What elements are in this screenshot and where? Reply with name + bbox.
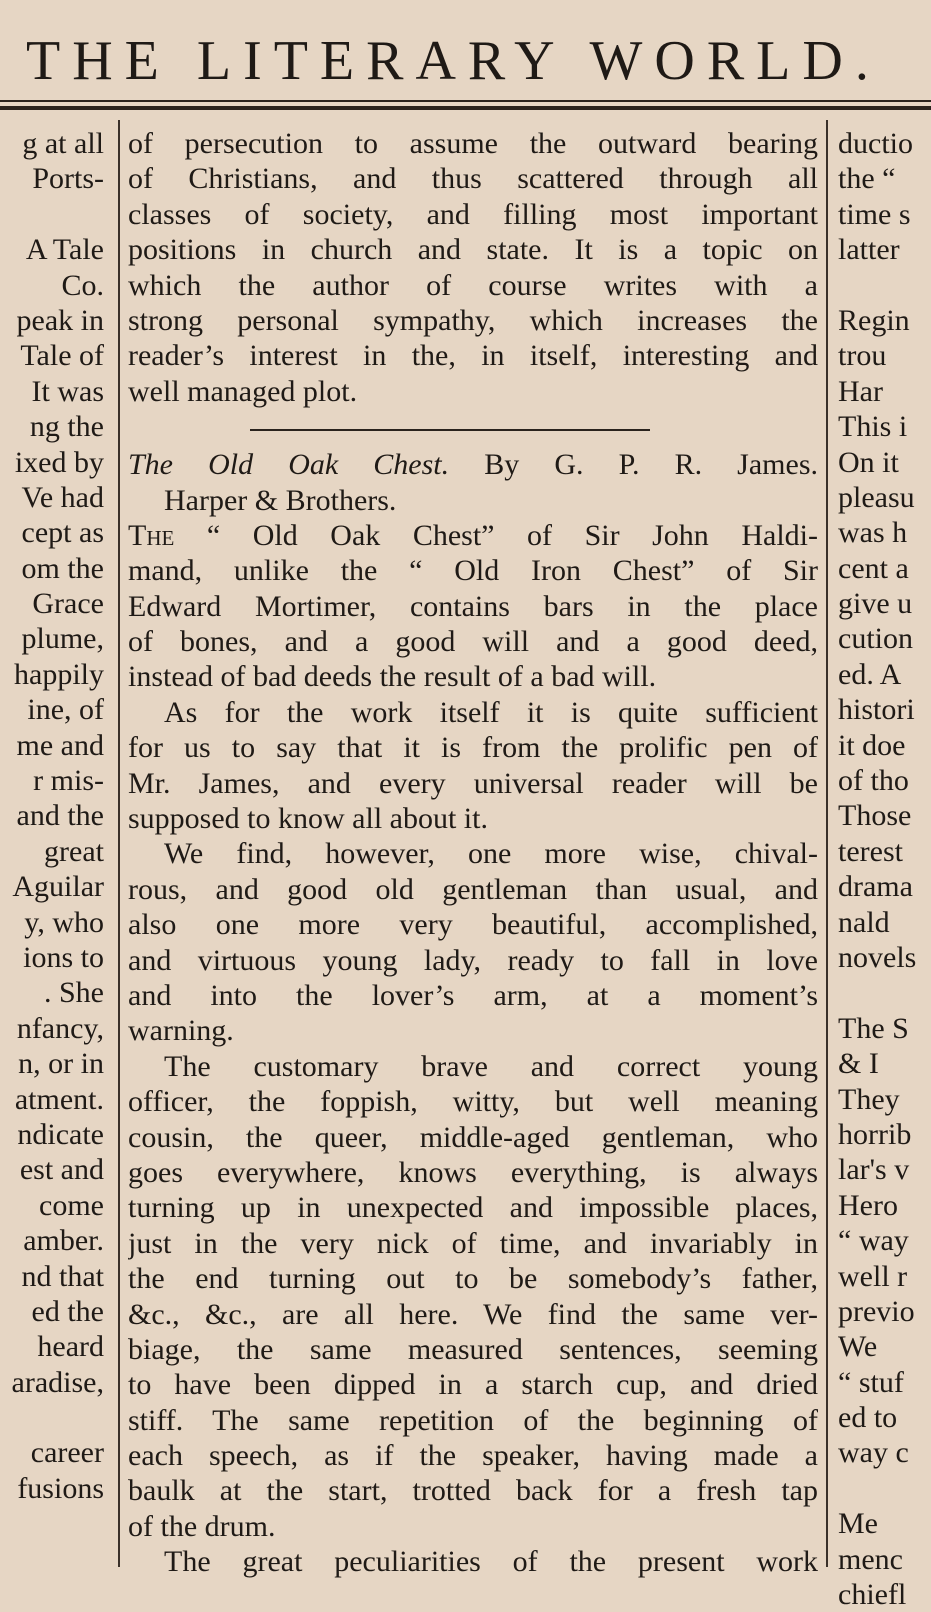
right-column-line: the “ <box>838 162 896 196</box>
review-paragraph-line: Mr. James, and every universal reader will be <box>128 766 818 800</box>
review-paragraph-3 <box>128 836 818 1048</box>
intro-paragraph <box>128 126 818 409</box>
left-column-line: Ve had <box>21 480 104 514</box>
masthead-title: THE LITERARY WORLD. <box>26 30 881 92</box>
right-column-line: latter <box>838 233 900 267</box>
right-column-line <box>838 1471 931 1506</box>
review-paragraph-line: Edward Mortimer, contains bars in the place <box>128 589 818 623</box>
review-lead-word: The <box>128 518 207 552</box>
left-column-line: peak in <box>16 303 104 337</box>
review-title: The Old Oak Chest. <box>128 448 450 482</box>
left-column-line: ixed by <box>14 445 104 479</box>
review-paragraph-2 <box>128 695 818 837</box>
right-column-line: was h <box>838 516 908 550</box>
left-column-line: r mis- <box>33 764 104 798</box>
right-column-line: & I <box>838 1047 879 1081</box>
right-column-line: We <box>838 1330 878 1364</box>
left-column-line: est and <box>19 1153 104 1187</box>
left-column-line: great <box>44 834 104 868</box>
right-column-line: previo <box>838 1294 915 1328</box>
review-paragraph-line: rous, and good old gentleman than usual, and <box>128 872 818 906</box>
right-column-line: “ way <box>838 1224 909 1258</box>
left-column-line: aradise, <box>11 1365 104 1399</box>
right-column-line: drama <box>838 870 913 904</box>
right-column-line: it doe <box>838 728 906 762</box>
right-column-line: novels <box>838 940 917 974</box>
review-paragraph-line: each speech, as if the speaker, having made a <box>128 1439 818 1473</box>
right-column-line: chiefl <box>838 1578 907 1612</box>
right-column-line: Har <box>838 374 883 408</box>
review-paragraph-line: baulk at the start, trotted back for a fresh tap <box>128 1474 818 1508</box>
left-column-line: career <box>30 1436 104 1470</box>
right-column-line: ed to <box>838 1401 898 1435</box>
review-paragraph-line: the end turning out to be somebody’s father, <box>128 1262 818 1296</box>
left-column-line: . She <box>44 976 104 1010</box>
right-column-line: lar's v <box>838 1153 910 1187</box>
right-column-line: Regin <box>838 303 910 337</box>
column-rule-right <box>826 120 828 1567</box>
right-column-line: Hero <box>838 1188 898 1222</box>
review-paragraph-4 <box>128 1049 818 1544</box>
intro-line: which the author of course writes with a <box>128 268 818 302</box>
review-paragraph-line: goes everywhere, knows everything, is always <box>128 1155 818 1189</box>
left-column-line: happily <box>14 657 104 691</box>
left-column-line <box>0 1400 110 1435</box>
right-column-line: way c <box>838 1436 909 1470</box>
right-column-line: pleasu <box>838 480 915 514</box>
left-column-line: Co. <box>61 268 104 302</box>
intro-line: strong personal sympathy, which increases the <box>128 303 818 337</box>
left-column-line <box>0 197 110 232</box>
right-column-line: terest <box>838 834 903 868</box>
left-column-line: Aguilar <box>12 870 104 904</box>
left-column-line: Tale of <box>20 339 104 373</box>
review-paragraph-line: &c., &c., are all here. We find the same ver- <box>128 1297 818 1331</box>
review-paragraph-line: As for the work itself it is quite sufficient <box>164 695 818 729</box>
right-column-line: Those <box>838 799 912 833</box>
left-column-line: ng the <box>29 410 104 444</box>
right-column-line: This i <box>838 410 908 444</box>
review-paragraph-line: biage, the same measured sentences, seeming <box>128 1332 818 1366</box>
review-paragraph-line: of the drum. <box>128 1509 276 1543</box>
review-publisher: Harper & Brothers. <box>164 483 397 517</box>
review-paragraph-line: also one more very beautiful, accomplished, <box>128 908 818 942</box>
left-column-line: om the <box>21 551 104 585</box>
review-cutoff-line: The great peculiarities of the present work <box>164 1545 818 1579</box>
right-column-line: trou <box>838 339 887 373</box>
review-paragraph-line: warning. <box>128 1014 234 1048</box>
review-paragraph-line: supposed to know all about it. <box>128 802 488 836</box>
review-paragraph-line <box>128 518 818 553</box>
left-column-line: ndicate <box>17 1117 104 1151</box>
review-paragraph-line: of bones, and a good will and a good deed, <box>128 625 818 659</box>
review-paragraph-text: “ Old Oak Chest” of Sir John Haldi- <box>206 518 818 552</box>
left-column-line: amber. <box>23 1224 104 1258</box>
left-column-line: ine, of <box>27 693 104 727</box>
center-column <box>128 126 818 1580</box>
right-column-line: Me <box>838 1507 878 1541</box>
review-paragraph-line: turning up in unexpected and impossible places, <box>128 1191 818 1225</box>
right-column-line: horrib <box>838 1117 912 1151</box>
review-paragraph-line: just in the very nick of time, and invariably in <box>128 1226 818 1260</box>
right-column-line: They <box>838 1082 900 1116</box>
left-column-line: atment. <box>14 1082 104 1116</box>
left-column-line: nfancy, <box>16 1011 104 1045</box>
review-paragraph-line: for us to say that it is from the prolific pen of <box>128 731 818 765</box>
right-column-line: The S <box>838 1011 909 1045</box>
left-column-line: A Tale <box>25 233 104 267</box>
review-paragraph-line: cousin, the queer, middle-aged gentleman, who <box>128 1120 818 1154</box>
review-paragraph-1 <box>128 518 818 695</box>
right-column-line: “ stuf <box>838 1365 904 1399</box>
review-paragraph-line: mand, unlike the “ Old Iron Chest” of Sir <box>128 554 818 588</box>
left-column-line: fusions <box>17 1471 104 1505</box>
intro-line: well managed plot. <box>128 374 358 408</box>
left-column-line: Ports- <box>32 162 104 196</box>
left-column-line: y, who <box>24 905 104 939</box>
masthead-rule-thin <box>0 100 931 102</box>
right-column <box>838 126 931 1612</box>
intro-line: of Christians, and thus scattered through all <box>128 162 818 196</box>
left-column-line: Grace <box>32 587 104 621</box>
intro-line: classes of society, and filling most important <box>128 197 818 231</box>
right-column-line: of tho <box>838 764 909 798</box>
right-column-line: cent a <box>838 551 909 585</box>
review-paragraph-line: instead of bad deeds the result of a bad will. <box>128 660 657 694</box>
right-column-line: nald <box>838 905 890 939</box>
right-column-line: cution <box>838 622 913 656</box>
left-column-line: ions to <box>23 940 104 974</box>
masthead-rule-thick <box>0 106 931 110</box>
right-column-line: give u <box>838 587 913 621</box>
review-byline: By G. P. R. James. <box>484 448 818 482</box>
left-column-line: heard <box>37 1330 104 1364</box>
left-column-line: cept as <box>21 516 104 550</box>
review-paragraph-line: stiff. The same repetition of the beginning of <box>128 1403 818 1437</box>
left-column-line: come <box>39 1188 104 1222</box>
right-column-line <box>838 268 931 303</box>
section-divider <box>128 409 818 447</box>
left-column <box>0 126 110 1506</box>
right-column-line: well r <box>838 1259 908 1293</box>
left-column-line: and the <box>16 799 104 833</box>
left-column-line: n, or in <box>18 1047 104 1081</box>
left-column-line: It was <box>31 374 104 408</box>
left-column-line: me and <box>16 728 104 762</box>
right-column-line: On it <box>838 445 899 479</box>
right-column-line: histori <box>838 693 915 727</box>
review-heading <box>128 447 818 482</box>
left-column-line: plume, <box>21 622 104 656</box>
review-paragraph-line: We find, however, one more wise, chival- <box>164 837 818 871</box>
review-paragraph-line: The customary brave and correct young <box>164 1049 818 1083</box>
right-column-line: ed. A <box>838 657 902 691</box>
review-paragraph-line: and virtuous young lady, ready to fall in love <box>128 943 818 977</box>
review-paragraph-line: and into the lover’s arm, at a moment’s <box>128 978 818 1012</box>
intro-line: of persecution to assume the outward bearing <box>128 127 818 160</box>
review-paragraph-line: officer, the foppish, witty, but well meaning <box>128 1085 818 1119</box>
left-column-line: g at all <box>22 127 104 160</box>
left-column-line: ed the <box>31 1294 104 1328</box>
right-column-line: menc <box>838 1542 903 1576</box>
column-rule-left <box>118 120 120 1567</box>
intro-line: reader’s interest in the, in itself, interesting and <box>128 339 818 373</box>
left-column-line: nd that <box>21 1259 104 1293</box>
review-paragraph-line: to have been dipped in a starch cup, and dried <box>128 1368 818 1402</box>
right-column-line: ductio <box>838 127 913 160</box>
intro-line: positions in church and state. It is a topic on <box>128 233 818 267</box>
right-column-line <box>838 975 931 1010</box>
right-column-line: time s <box>838 197 911 231</box>
